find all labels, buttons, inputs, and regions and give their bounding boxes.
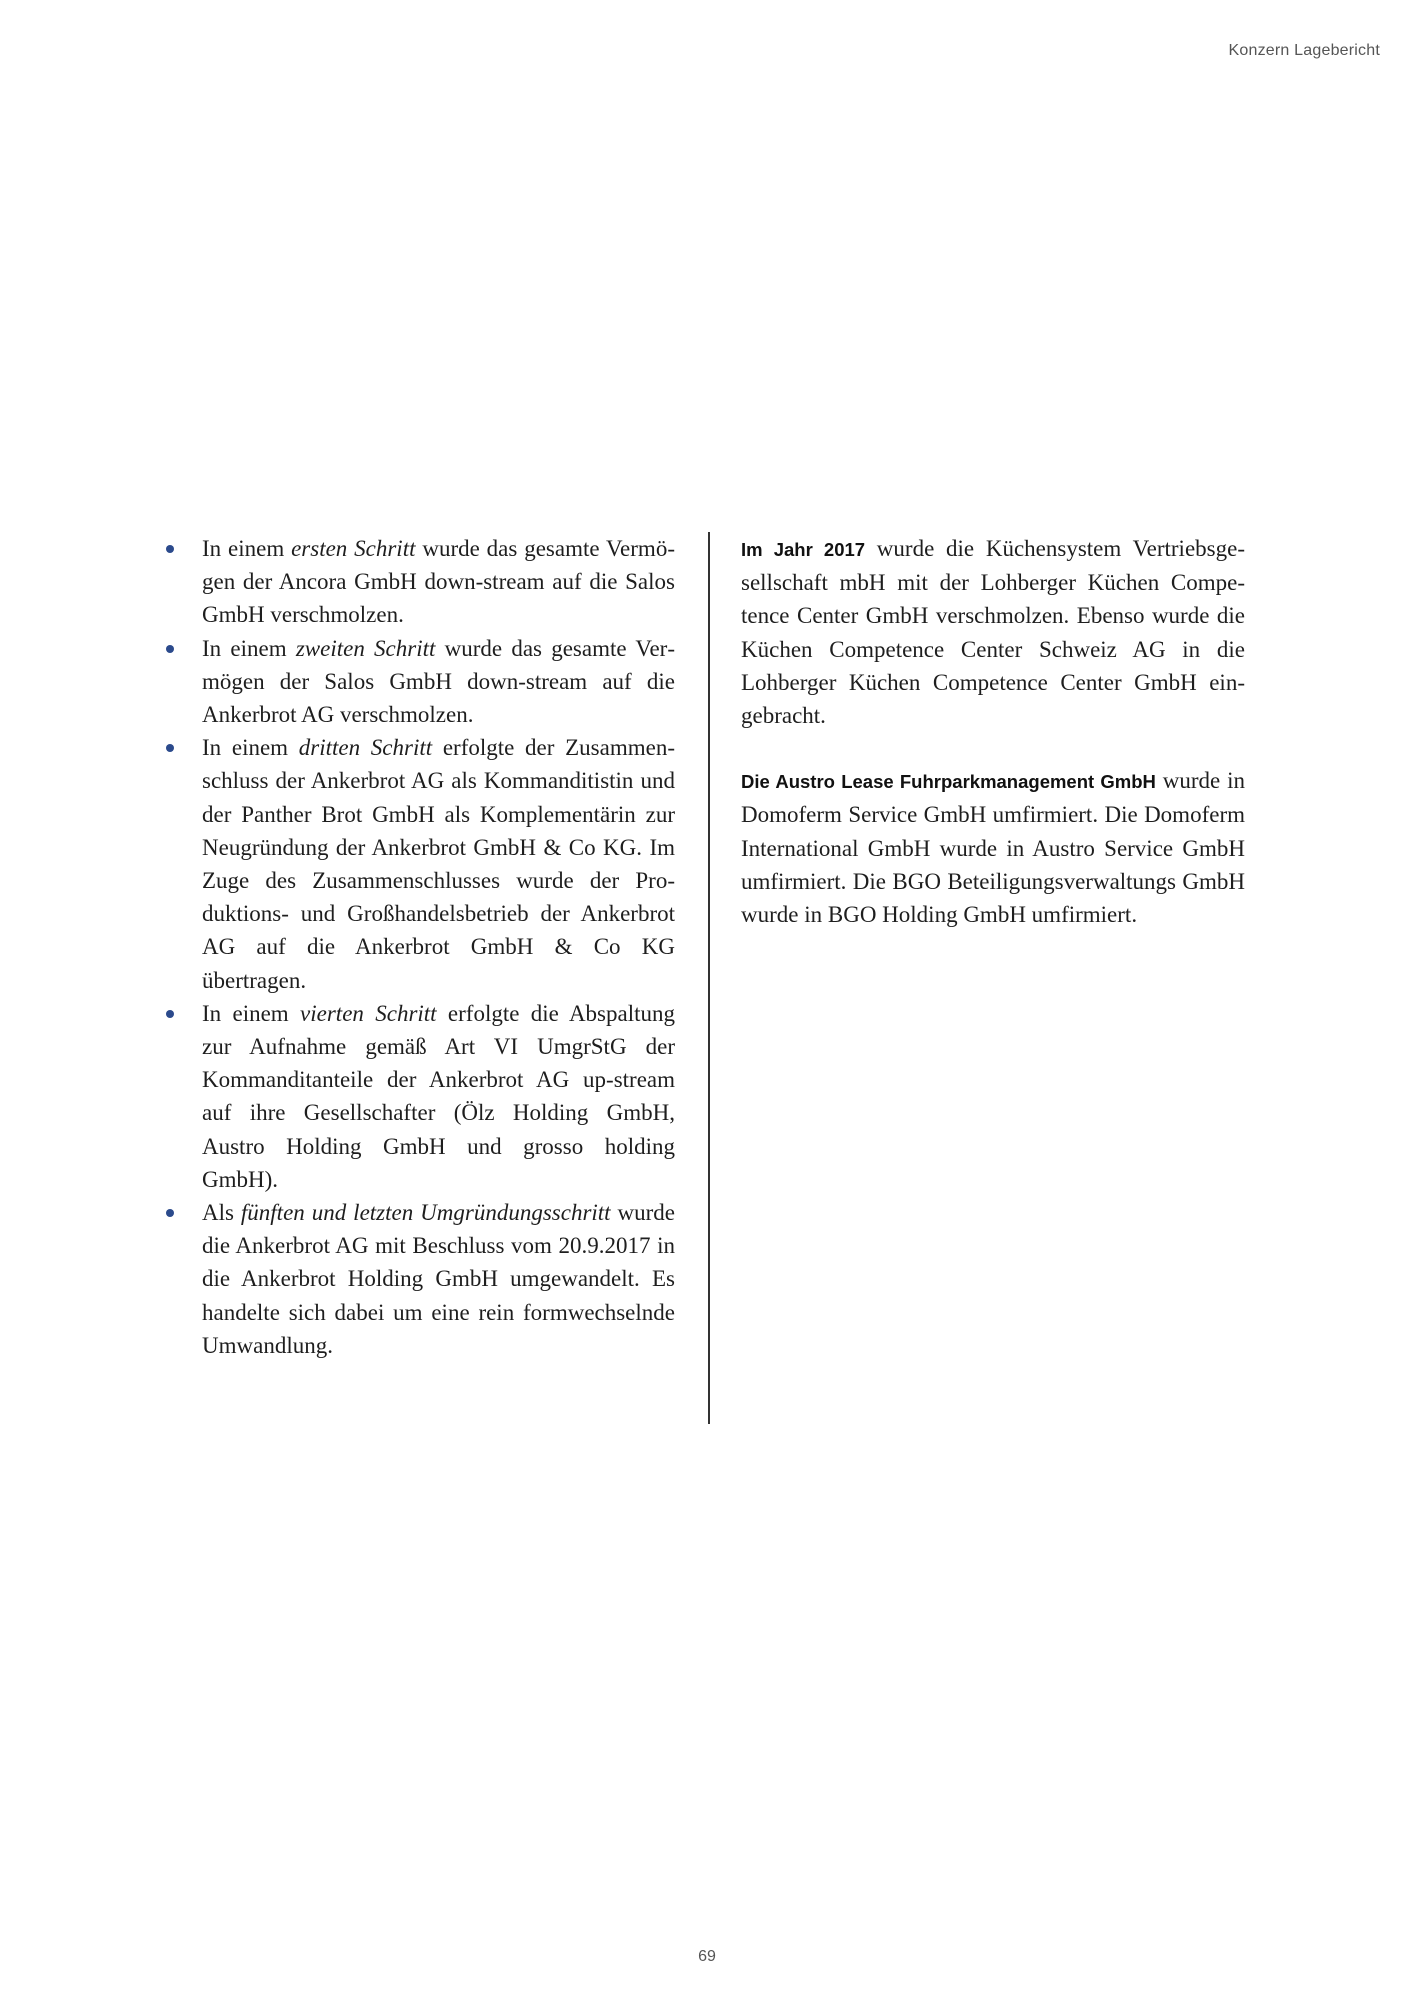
paragraph-text: wurde die Küchensystem Vertriebsgesellschaft mbH mit der Lohberger Küchen Competence Center GmbH verschmolzen. Ebenso wurde die Küchen Competence Center Schweiz AG in die Lohberger Küchen Competence Center GmbH eingebracht. bbox=[741, 536, 1245, 729]
bullet-icon bbox=[166, 1010, 174, 1018]
paragraph-lead: Im Jahr 2017 bbox=[741, 539, 866, 560]
step-text: wurde das gesamte Vermögen der Ancora GmbH down-stream auf die Salos GmbH verschmolzen. bbox=[202, 536, 675, 628]
list-item-step-5 bbox=[163, 1196, 675, 1362]
bullet-icon bbox=[166, 645, 174, 653]
list-item-step-3 bbox=[163, 731, 675, 997]
paragraph-text: wurde in Domoferm Service GmbH umfirmiert. Die Domoferm International GmbH wurde in Austro Service GmbH umfirmiert. Die BGO Beteiligungsverwaltungs GmbH wurde in BGO Holding GmbH umfirmiert. bbox=[741, 768, 1245, 928]
page-number: 69 bbox=[698, 1948, 716, 1965]
step-emphasis: zweiten Schritt bbox=[295, 635, 436, 661]
step-intro: In einem bbox=[202, 735, 299, 761]
step-text: wurde die Ankerbrot AG mit Beschluss vom 20.9.2017 in die Ankerbrot Holding GmbH umgewandelt. Es handelte sich dabei um eine rein formwechselnde Umwandlung. bbox=[202, 1200, 676, 1358]
step-text: erfolgte die Abspaltung zur Aufnahme gemäß Art VI UmgrStG der Kommanditanteile der Ankerbrot AG up-stream auf ihre Gesellschafter (Ölz Holding GmbH, Austro Holding GmbH und grosso holding GmbH). bbox=[202, 1000, 675, 1192]
bullet-icon bbox=[166, 1209, 174, 1217]
bullet-icon bbox=[166, 545, 174, 553]
step-text: erfolgte der Zusammenschluss der Ankerbrot AG als Kommanditistin und der Panther Brot GmbH als Komplementärin zur Neugründung der Ankerbrot GmbH & Co KG. Im Zuge des Zusammenschlusses wurde der Produktions- und Großhandelsbetrieb der Ankerbrot AG auf die Ankerbrot GmbH & Co KG übertragen. bbox=[202, 735, 675, 993]
step-emphasis: fünften und letzten Umgründungsschritt bbox=[240, 1200, 611, 1226]
right-column bbox=[741, 532, 1245, 931]
list-item-step-2 bbox=[163, 632, 675, 732]
step-text: wurde das gesamte Vermögen der Salos GmbH down-stream auf die Ankerbrot AG verschmolzen. bbox=[202, 635, 675, 728]
step-emphasis: ersten Schritt bbox=[291, 536, 416, 561]
paragraph-austro-lease bbox=[741, 764, 1245, 931]
step-emphasis: dritten Schritt bbox=[298, 735, 433, 761]
merger-steps-list bbox=[163, 532, 675, 1362]
step-intro: Als bbox=[202, 1200, 241, 1226]
column-divider bbox=[708, 532, 710, 1424]
list-item-step-1 bbox=[163, 532, 675, 632]
step-intro: In einem bbox=[202, 635, 296, 661]
step-intro: In einem bbox=[202, 1000, 301, 1026]
left-column bbox=[163, 532, 675, 1362]
paragraph-lead: Die Austro Lease Fuhrparkmanagement GmbH bbox=[741, 771, 1156, 793]
step-emphasis: vierten Schritt bbox=[300, 1000, 437, 1026]
bullet-icon bbox=[166, 744, 174, 752]
list-item-step-4 bbox=[163, 997, 675, 1196]
paragraph-year-2017 bbox=[741, 532, 1245, 732]
running-header: Konzern Lagebericht bbox=[1228, 42, 1380, 59]
step-intro: In einem bbox=[202, 536, 292, 561]
